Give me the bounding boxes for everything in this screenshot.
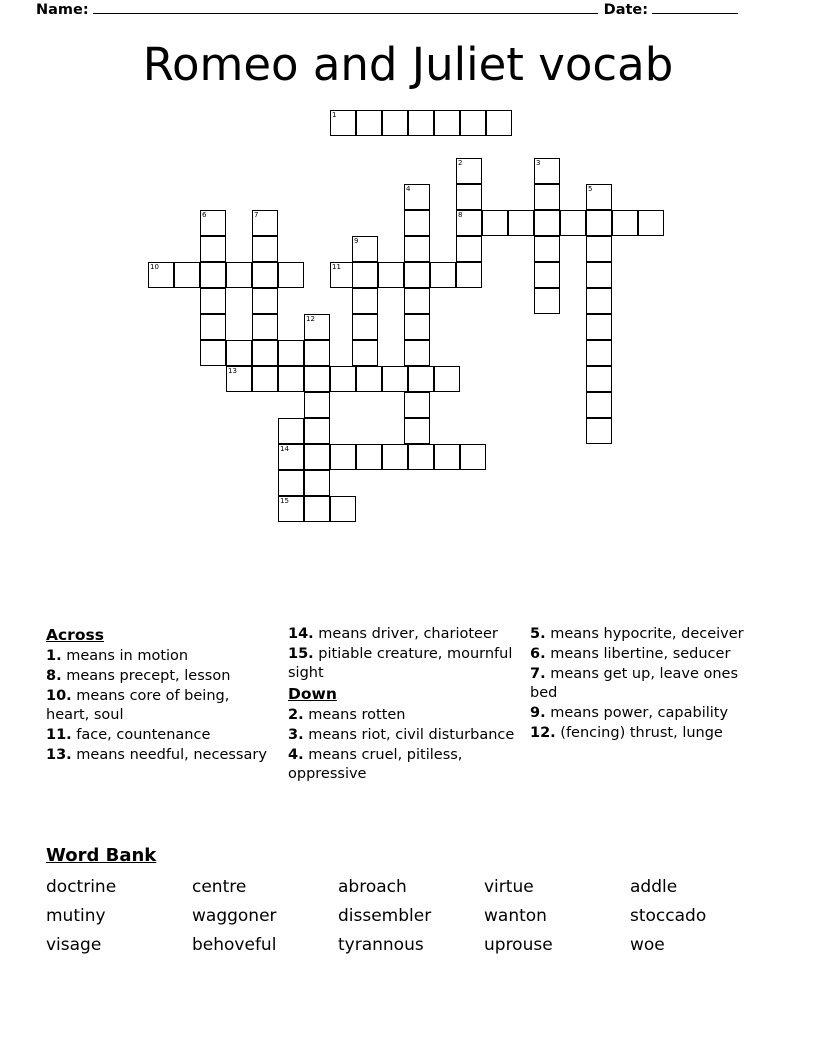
word-bank-word: dissembler	[338, 906, 432, 926]
clue-number: 14.	[288, 626, 314, 642]
clue-number: 12.	[530, 725, 556, 741]
grid-cell[interactable]	[200, 288, 226, 314]
grid-cell[interactable]	[304, 340, 330, 366]
grid-cell[interactable]	[534, 236, 560, 262]
grid-cell[interactable]	[404, 288, 430, 314]
grid-cell[interactable]	[486, 110, 512, 136]
date-label: Date:	[603, 2, 649, 18]
grid-cell[interactable]	[430, 262, 456, 288]
grid-cell-5[interactable]	[586, 184, 612, 210]
grid-cell[interactable]	[304, 418, 330, 444]
grid-cell[interactable]	[586, 236, 612, 262]
grid-cell[interactable]	[174, 262, 200, 288]
clue-number: 6.	[530, 646, 546, 662]
clue-down-6	[530, 645, 758, 664]
grid-cell[interactable]	[304, 392, 330, 418]
grid-cell[interactable]	[356, 366, 382, 392]
clue-text: means needful, necessary	[71, 747, 267, 763]
grid-cell[interactable]	[352, 314, 378, 340]
clue-text: means cruel, pitiless, oppressive	[288, 747, 463, 782]
clue-number: 8.	[46, 668, 62, 684]
clue-across-8	[46, 667, 274, 686]
word-bank-row	[46, 873, 776, 902]
grid-cell-15[interactable]	[278, 496, 304, 522]
clue-number: 1.	[46, 648, 62, 664]
grid-cell[interactable]	[304, 470, 330, 496]
grid-cell-number: 8	[458, 211, 463, 219]
clue-text: means power, capability	[545, 705, 729, 721]
clue-across-11	[46, 726, 274, 745]
grid-cell[interactable]	[330, 366, 356, 392]
word-bank-word: virtue	[484, 877, 534, 897]
grid-cell[interactable]	[356, 110, 382, 136]
clue-down-5	[530, 625, 758, 644]
grid-cell[interactable]	[330, 496, 356, 522]
clue-down-7	[530, 665, 758, 703]
grid-cell[interactable]	[456, 262, 482, 288]
word-bank-word: addle	[630, 877, 678, 897]
clue-number: 10.	[46, 688, 72, 704]
clue-number: 3.	[288, 727, 304, 743]
clue-text: means riot, civil disturbance	[303, 727, 515, 743]
word-bank-word: mutiny	[46, 906, 106, 926]
grid-cell[interactable]	[226, 262, 252, 288]
grid-cell[interactable]	[252, 366, 278, 392]
clue-number: 5.	[530, 626, 546, 642]
grid-cell[interactable]	[460, 110, 486, 136]
grid-cell-4[interactable]	[404, 184, 430, 210]
clue-number: 13.	[46, 747, 72, 763]
grid-cell[interactable]	[278, 340, 304, 366]
clue-number: 2.	[288, 707, 304, 723]
grid-cell[interactable]	[404, 392, 430, 418]
grid-cell-number: 9	[354, 237, 359, 245]
word-bank-heading: Word Bank	[46, 845, 157, 866]
grid-cell[interactable]	[560, 210, 586, 236]
clues-column-3	[530, 625, 758, 744]
grid-cell-13[interactable]	[226, 366, 252, 392]
grid-cell[interactable]	[356, 444, 382, 470]
grid-cell[interactable]	[252, 314, 278, 340]
clue-text: means get up, leave ones bed	[530, 666, 739, 701]
clue-number: 15.	[288, 646, 314, 662]
word-bank-row	[46, 931, 776, 960]
grid-cell-number: 15	[280, 497, 289, 505]
grid-cell[interactable]	[352, 340, 378, 366]
grid-cell[interactable]	[200, 262, 226, 288]
grid-cell-number: 3	[536, 159, 541, 167]
grid-cell[interactable]	[404, 262, 430, 288]
grid-cell[interactable]	[638, 210, 664, 236]
grid-cell-14[interactable]	[278, 444, 304, 470]
grid-cell-8[interactable]	[456, 210, 482, 236]
grid-cell-3[interactable]	[534, 158, 560, 184]
grid-cell[interactable]	[456, 236, 482, 262]
grid-cell[interactable]	[460, 444, 486, 470]
grid-cell-number: 7	[254, 211, 259, 219]
word-bank-word: uprouse	[484, 935, 553, 955]
clue-down-12	[530, 724, 758, 743]
grid-cell[interactable]	[404, 340, 430, 366]
clue-text: pitiable creature, mournful sight	[288, 646, 513, 681]
clue-text: (fencing) thrust, lunge	[555, 725, 723, 741]
grid-cell[interactable]	[278, 262, 304, 288]
grid-cell[interactable]	[304, 366, 330, 392]
word-bank-word: tyrannous	[338, 935, 424, 955]
clue-text: means in motion	[61, 648, 189, 664]
page-title: Romeo and Juliet vocab	[142, 38, 674, 91]
grid-cell[interactable]	[200, 314, 226, 340]
word-bank-word: abroach	[338, 877, 407, 897]
grid-cell-1[interactable]	[330, 110, 356, 136]
clue-text: means hypocrite, deceiver	[545, 626, 744, 642]
clue-number: 11.	[46, 727, 72, 743]
grid-cell[interactable]	[278, 366, 304, 392]
grid-cell[interactable]	[404, 418, 430, 444]
clue-number: 7.	[530, 666, 546, 682]
grid-cell[interactable]	[586, 366, 612, 392]
grid-cell[interactable]	[534, 262, 560, 288]
word-bank-row	[46, 902, 776, 931]
grid-cell[interactable]	[408, 366, 434, 392]
grid-cell[interactable]	[226, 340, 252, 366]
grid-cell[interactable]	[304, 444, 330, 470]
clues-section	[46, 625, 776, 840]
down-heading: Down	[288, 685, 337, 703]
word-bank-word: behoveful	[192, 935, 277, 955]
clue-across-1	[46, 647, 274, 666]
grid-cell[interactable]	[534, 210, 560, 236]
grid-cell[interactable]	[278, 470, 304, 496]
clue-across-15	[288, 645, 516, 683]
word-bank-word: visage	[46, 935, 102, 955]
grid-cell[interactable]	[252, 340, 278, 366]
grid-cell[interactable]	[304, 496, 330, 522]
crossword-grid	[0, 108, 816, 548]
clue-across-13	[46, 746, 274, 765]
word-bank-word: waggoner	[192, 906, 277, 926]
grid-cell[interactable]	[612, 210, 638, 236]
word-bank-word: doctrine	[46, 877, 117, 897]
grid-cell-9[interactable]	[352, 236, 378, 262]
grid-cell[interactable]	[586, 392, 612, 418]
grid-cell-number: 12	[306, 315, 315, 323]
grid-cell[interactable]	[434, 366, 460, 392]
clue-text: means driver, charioteer	[313, 626, 498, 642]
grid-cell[interactable]	[382, 444, 408, 470]
name-date-line	[36, 0, 780, 22]
grid-cell[interactable]	[586, 262, 612, 288]
grid-cell[interactable]	[330, 444, 356, 470]
grid-cell[interactable]	[404, 210, 430, 236]
clue-down-4	[288, 746, 516, 784]
name-blank-line	[93, 0, 598, 14]
word-bank	[46, 873, 776, 960]
grid-cell-number: 2	[458, 159, 463, 167]
grid-cell[interactable]	[404, 236, 430, 262]
grid-cell[interactable]	[482, 210, 508, 236]
grid-cell-number: 5	[588, 185, 593, 193]
grid-cell[interactable]	[586, 340, 612, 366]
grid-cell[interactable]	[586, 418, 612, 444]
grid-cell[interactable]	[200, 236, 226, 262]
grid-cell[interactable]	[534, 184, 560, 210]
word-bank-word: stoccado	[630, 906, 707, 926]
grid-cell[interactable]	[278, 418, 304, 444]
clue-number: 9.	[530, 705, 546, 721]
grid-cell[interactable]	[408, 444, 434, 470]
grid-cell[interactable]	[404, 314, 430, 340]
grid-cell-2[interactable]	[456, 158, 482, 184]
grid-cell[interactable]	[586, 288, 612, 314]
grid-cell[interactable]	[382, 110, 408, 136]
grid-cell[interactable]	[252, 262, 278, 288]
grid-cell-number: 13	[228, 367, 237, 375]
clue-text: means libertine, seducer	[545, 646, 731, 662]
clue-text: means rotten	[303, 707, 406, 723]
grid-cell-number: 14	[280, 445, 289, 453]
grid-cell-number: 6	[202, 211, 207, 219]
grid-cell-7[interactable]	[252, 210, 278, 236]
clue-number: 4.	[288, 747, 304, 763]
grid-cell-10[interactable]	[148, 262, 174, 288]
grid-cell[interactable]	[456, 184, 482, 210]
word-bank-word: centre	[192, 877, 247, 897]
grid-cell[interactable]	[586, 210, 612, 236]
grid-cell-number: 4	[406, 185, 411, 193]
grid-cell[interactable]	[200, 340, 226, 366]
grid-cell[interactable]	[434, 444, 460, 470]
clue-text: face, countenance	[71, 727, 211, 743]
grid-cell-number: 11	[332, 263, 341, 271]
grid-cell[interactable]	[252, 288, 278, 314]
word-bank-word: wanton	[484, 906, 547, 926]
clue-across-10	[46, 687, 274, 725]
across-heading: Across	[46, 626, 104, 644]
clues-column-1	[46, 625, 274, 766]
grid-cell[interactable]	[252, 236, 278, 262]
clue-text: means precept, lesson	[61, 668, 231, 684]
grid-cell-6[interactable]	[200, 210, 226, 236]
clue-down-2	[288, 706, 516, 725]
grid-cell-number: 1	[332, 111, 337, 119]
grid-cell[interactable]	[352, 288, 378, 314]
clue-down-9	[530, 704, 758, 723]
grid-cell[interactable]	[382, 366, 408, 392]
grid-cell-number: 10	[150, 263, 159, 271]
grid-cell[interactable]	[378, 262, 404, 288]
name-label: Name:	[36, 2, 89, 18]
word-bank-word: woe	[630, 935, 665, 955]
clues-column-2	[288, 625, 516, 785]
grid-cell[interactable]	[408, 110, 434, 136]
grid-cell[interactable]	[352, 262, 378, 288]
grid-cell-12[interactable]	[304, 314, 330, 340]
grid-cell[interactable]	[434, 110, 460, 136]
clue-across-14	[288, 625, 516, 644]
clue-down-3	[288, 726, 516, 745]
clue-text: means core of being, heart, soul	[46, 688, 230, 723]
grid-cell[interactable]	[508, 210, 534, 236]
grid-cell[interactable]	[586, 314, 612, 340]
date-blank-line	[652, 0, 738, 14]
grid-cell[interactable]	[534, 288, 560, 314]
